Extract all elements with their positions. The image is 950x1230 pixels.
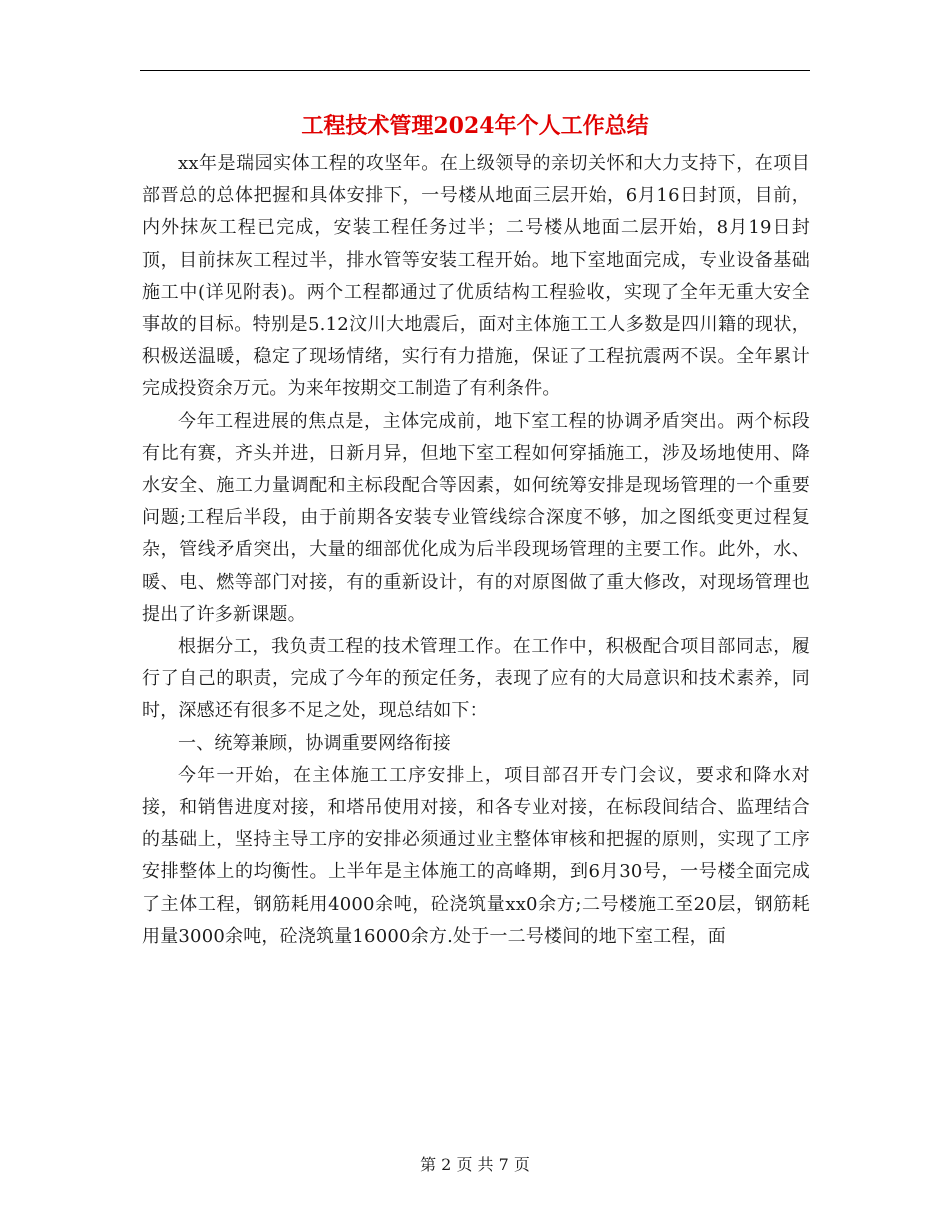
paragraph-3: 根据分工，我负责工程的技术管理工作。在工作中，积极配合项目部同志，履行了自己的职责，完成了今年的预定任务，表现了应有的大局意识和技术素养，同时，深感还有很多不足之处，现总结如下： xyxy=(142,636,810,722)
document-body xyxy=(142,148,810,953)
paragraph-2: 今年工程进展的焦点是，主体完成前，地下室工程的协调矛盾突出。两个标段有比有赛，齐头并进，日新月异，但地下室工程如何穿插施工，涉及场地使用、降水安全、施工力量调配和主标段配合等因素，如何统筹安排是现场管理的一个重要问题;工程后半段，由于前期各安装专业管线综合深度不够，加之图纸变更过程复杂，管线矛盾突出，大量的细部优化成为后半段现场管理的主要工作。此外，水、暖、电、燃等部门对接，有的重新设计，有的对原图做了重大修改，对现场管理也提出了许多新课题。 xyxy=(142,410,810,625)
paragraph-4: 今年一开始，在主体施工工序安排上，项目部召开专门会议，要求和降水对接，和销售进度对接，和塔吊使用对接，和各专业对接，在标段间结合、监理结合的基础上，坚持主导工序的安排必须通过业主整体审核和把握的原则，实现了工序安排整体上的均衡性。上半年是主体施工的高峰期，到6月30号，一号楼全面完成了主体工程，钢筋耗用4000余吨，砼浇筑量xx0余方;二号楼施工至20层，钢筋耗用量3000余吨，砼浇筑量16000余方.处于一二号楼间的地下室工程，面 xyxy=(142,764,810,947)
section-heading-1: 一、统筹兼顾，协调重要网络衔接 xyxy=(178,732,451,754)
page-number: 第 2 页 共 7 页 xyxy=(420,1155,530,1174)
header-rule xyxy=(140,70,810,71)
document-title: 工程技术管理2024年个人工作总结 xyxy=(301,113,649,139)
paragraph-1: xx年是瑞园实体工程的攻坚年。在上级领导的亲切关怀和大力支持下，在项目部晋总的总体把握和具体安排下，一号楼从地面三层开始，6月16日封顶，目前，内外抹灰工程已完成，安装工程任务过半；二号楼从地面二层开始，8月19日封顶，目前抹灰工程过半，排水管等安装工程开始。地下室地面完成，专业设备基础施工中(详见附表)。两个工程都通过了优质结构工程验收，实现了全年无重大安全事故的目标。特别是5.12汶川大地震后，面对主体施工工人多数是四川籍的现状，积极送温暖，稳定了现场情绪，实行有力措施，保证了工程抗震两不误。全年累计完成投资余万元。为来年按期交工制造了有利条件。 xyxy=(142,153,810,400)
